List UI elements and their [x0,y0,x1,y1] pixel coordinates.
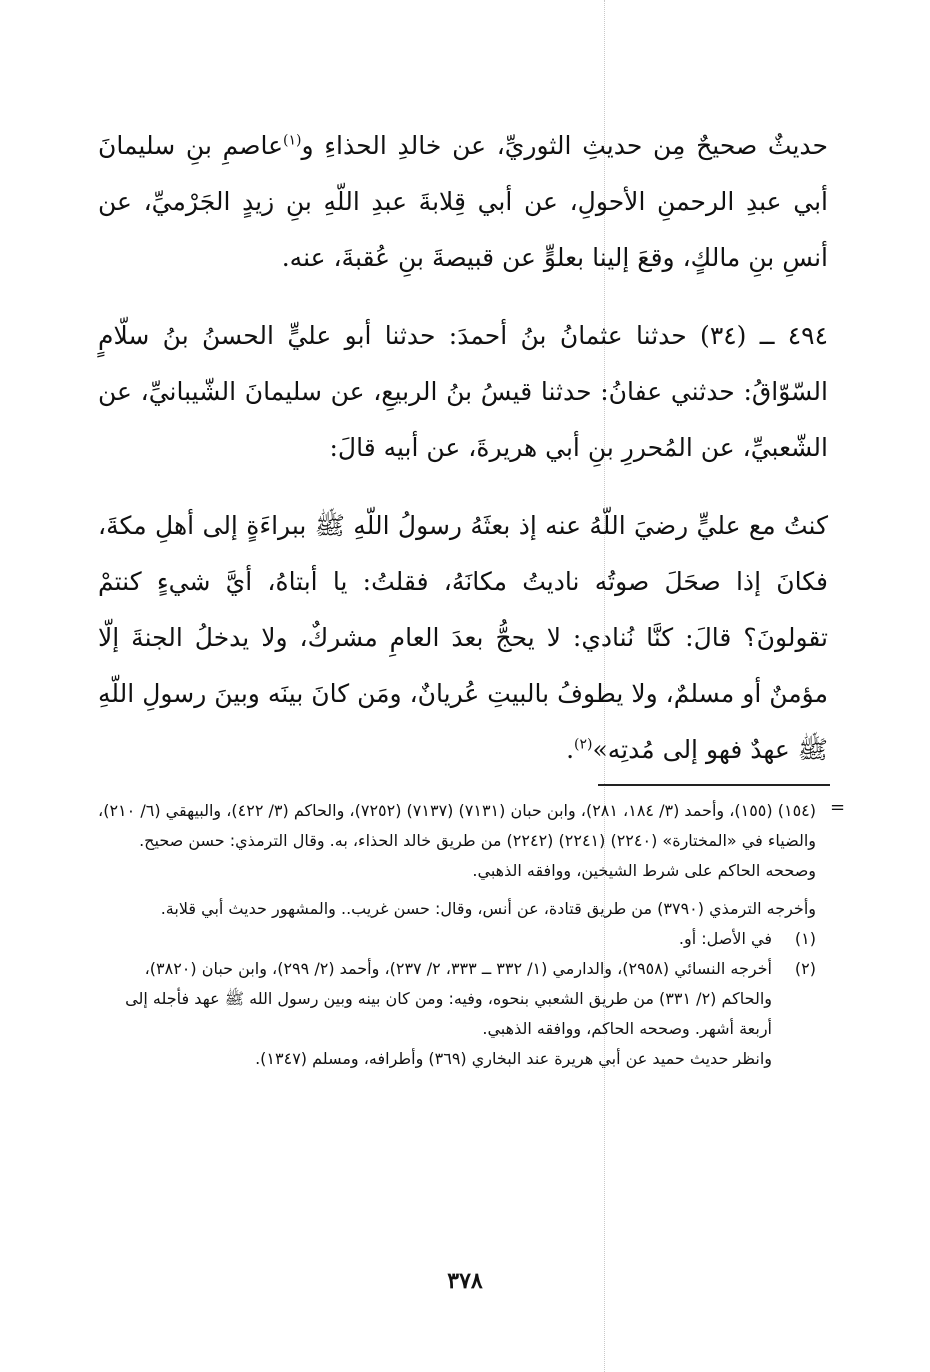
footnote-divider [598,784,830,786]
footnote-ref-1[interactable]: (١) [283,132,302,149]
footnote-continuation-mark: = [830,797,846,818]
footnote-text-part-1: أخرجه النسائي (٢٩٥٨)، والدارمي (١/ ٣٣٢ ــ ٣٣٣، ٢/ ٢٣٧)، وأحمد (٢/ ٢٩٩)، وابن حبان (٣٨٢٠)، والحاكم (٢/ ٣٣١) من طريق الشعبي بنحوه، وفيه: ومن كان بينه وبين رسول الله ﷺ عهد فأجله إلى أربعة أشهر. وصححه الحاكم، ووافقه الذهبي. [125,959,772,1038]
footnote-text: في الأصل: أو. [678,929,772,948]
paragraph-hadith-grading [98,118,828,286]
footnote-number: (٢) [794,959,816,978]
footnote-text [98,954,772,1074]
footnotes [98,796,816,1074]
footnote-continued: (١٥٤) (١٥٥)، وأحمد (٣/ ١٨٤، ٢٨١)، وابن حبان (٧١٣١) (٧١٣٧) (٧٢٥٢)، والحاكم (٣/ ٤٢٢)، والبيهقي (٦/ ٢١٠)، والضياء في «المختارة» (٢٢٤٠) (٢٢٤١) (٢٢٤٢) من طريق خالد الحذاء، به. وقال الترمذي: حسن صحيح. وصححه الحاكم على شرط الشيخين، ووافقه الذهبي. [98,801,816,880]
footnote-1 [98,924,816,954]
footnote-2 [98,954,816,1074]
footnote-ref-2[interactable]: (٢) [574,736,593,753]
paragraph-text: كنتُ مع عليٍّ رضيَ اللّهُ عنه إذ بعثَهُ رسولُ اللّهِ ﷺ ببراءَةٍ إلى أهلِ مكةَ، فكانَ إذا صحَلَ صوتُه ناديتُ مكانَهُ، فقلتُ: يا أبتاهُ، أيَّ شيءٍ كنتمْ تقولونَ؟ قالَ: كنَّا نُنادي: لا يحجُّ بعدَ العامِ مشركٌ، ولا يدخلُ الجنةَ إلّا مؤمنٌ أو مسلمٌ، ولا يطوفُ بالبيتِ عُريانٌ، ومَن كانَ بينَه وبينَ رسولِ اللّهِ ﷺ عهدٌ فهو إلى مُدتِه» [98,511,828,764]
footnote-number: (١) [794,929,816,948]
page-number: ٣٧٨ [447,1268,483,1294]
paragraph-end: . [566,735,575,764]
paragraph-text: حديثٌ صحيحٌ مِن حديثِ الثوريِّ، عن خالدِ الحذاءِ و [301,131,828,160]
footnote-text-part-2: وانظر حديث حميد عن أبي هريرة عند البخاري (٣٦٩) وأطرافه، ومسلم (١٣٤٧). [255,1049,772,1068]
paragraph-matn [98,498,828,778]
footnote-continued-2: وأخرجه الترمذي (٣٧٩٠) من طريق قتادة، عن أنس، وقال: حسن غريب.. والمشهور حديث أبي قلابة. [160,899,816,918]
main-text [98,118,828,778]
paragraph-text-continued: عاصمِ بنِ سليمانَ أبي عبدِ الرحمنِ الأحولِ، عن أبي قِلابةَ عبدِ اللّهِ بنِ زيدٍ الجَرْميِّ، عن أنسِ بنِ مالكٍ، وقعَ إلينا بعلوٍّ عن قبيصةَ بنِ عُقبةَ، عنه. [98,131,828,272]
paragraph-isnad: ٤٩٤ ــ (٣٤) حدثنا عثمانُ بنُ أحمدَ: حدثنا أبو عليٍّ الحسنُ بنُ سلّامٍ السّوّاقُ: حدثني عفانُ: حدثنا قيسُ بنُ الربيعِ، عن سليمانَ الشّيبانيِّ، عن الشّعبيِّ، عن المُحررِ بنِ أبي هريرةَ، عن أبيه قالَ: [98,321,829,462]
